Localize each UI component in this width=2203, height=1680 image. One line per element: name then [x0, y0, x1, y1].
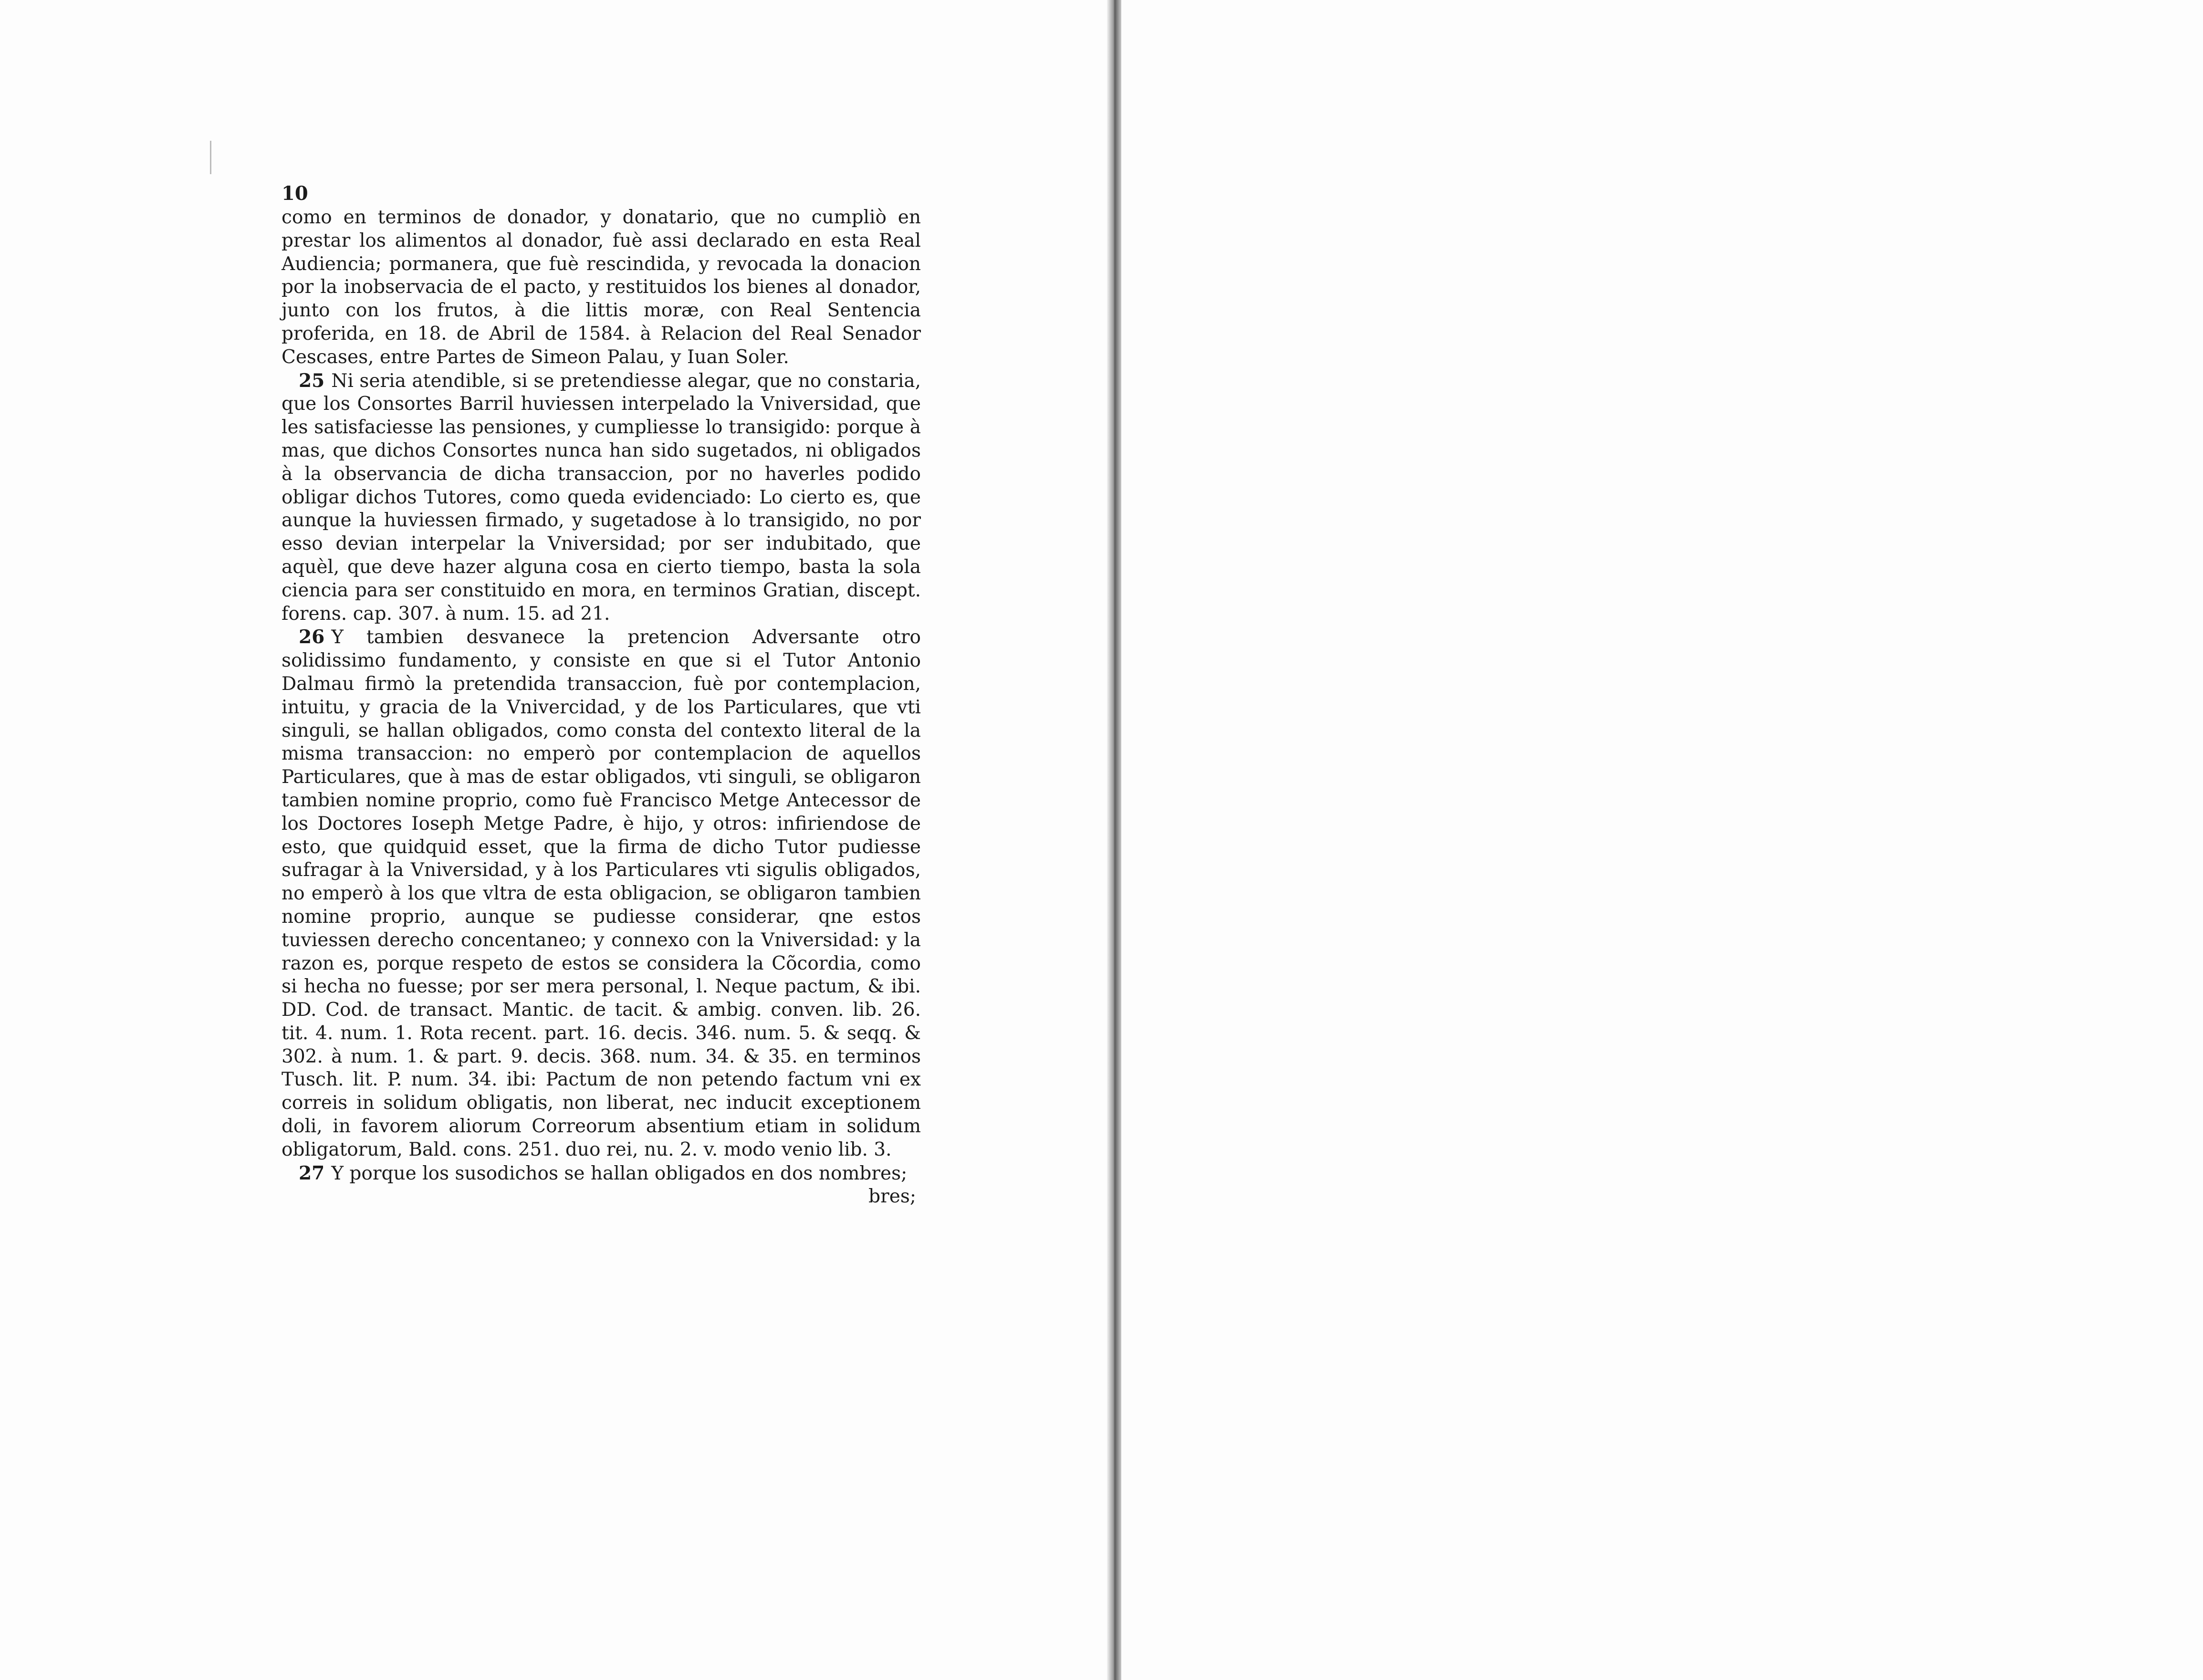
left-page-text — [282, 206, 921, 1209]
paragraph-text: Y tambien desvanece la pretencion Adversante otro solidissimo fundamento, y consiste en que si el Tutor Antonio Dalmau firmò la pretendida transaccion, fuè por contemplacion, intuitu, y gracia de la Vnivercidad, y de los Particulares, que vti singuli, se hallan obligados, como consta del contexto literal de la misma transaccion: no emperò por contemplacion de aquellos Particulares, que à mas de estar obligados, vti singuli, se obligaron tambien nomine proprio, como fuè Francisco Metge Antecessor de los Doctores Ioseph Metge Padre, è hijo, y otros: infiriendose de esto, que quidquid esset, que la firma de dicho Tutor pudiesse sufragar à la Vniversidad, y à los Particulares vti sigulis obligados, no emperò à los que vltra de esta obligacion, se obligaron tambien nomine proprio, aunque se pudiesse considerar, qne estos tuviessen derecho concentaneo; y connexo con la Vniversidad: y la razon es, porque respeto de estos se considera la Cõcordia, como si hecha no fuesse; por ser mera personal, l. Neque pactum, & ibi. DD. Cod. de transact. Mantic. de tacit. & ambig. conven. lib. 26. tit. 4. num. 1. Rota recent. part. 16. decis. 346. num. 5. & seqq. & 302. à num. 1. & part. 9. decis. 368. num. 34. & 35. en terminos Tusch. lit. P. num. 34. ibi: Pactum de non petendo factum vni ex correis in solidum obligatis, non liberat, nec inducit exceptionem doli, in favorem aliorum Correorum absentium etiam in solidum obligatorum, Bald. cons. 251. duo rei, nu. 2. v. modo venio lib. 3. — [282, 626, 921, 1160]
paragraph-text: Y porque los susodichos se hallan obligados en dos nombres; — [331, 1162, 908, 1184]
paragraph-text: como en terminos de donador, y donatario, que no cumpliò en prestar los alimentos al donador, fuè assi declarado en esta Real Audiencia; pormanera, que fuè rescindida, y revocada la donacion por la inobservacia de el pacto, y restituidos los bienes al donador, junto con los frutos, à die littis moræ, con Real Sentencia proferida, en 18. de Abril de 1584. à Relacion del Real Senador Cescases, entre Partes de Simeon Palau, y Iuan Soler. — [282, 207, 921, 368]
book-gutter — [1107, 0, 1121, 1680]
paragraph-continuation — [282, 206, 921, 369]
paragraph-number: 26 — [299, 626, 325, 648]
paragraph-26 — [282, 626, 921, 1161]
page-number-left: 10 — [282, 182, 308, 205]
right-page — [1121, 0, 2203, 1680]
paragraph-25 — [282, 369, 921, 626]
paragraph-number: 27 — [299, 1162, 325, 1184]
paragraph-number: 25 — [299, 369, 325, 392]
paragraph-27 — [282, 1162, 921, 1186]
paragraph-text: Ni seria atendible, si se pretendiesse alegar, que no constaria, que los Consortes Barril huviessen interpelado la Vniversidad, que les satisfaciesse las pensiones, y cumpliesse lo transigido: porque à mas, que dichos Consortes nunca han sido sugetados, ni obligados à la observancia de dicha transaccion, por no haverles podido obligar dichos Tutores, como queda evidenciado: Lo cierto es, que aunque la huviessen firmado, y sugetadose à lo transigido, no por esso devian interpelar la Vniversidad; por ser indubitado, que aquèl, que deve hazer alguna cosa en cierto tiempo, basta la sola ciencia para ser constituido en mora, en terminos Gratian, discept. forens. cap. 307. à num. 15. ad 21. — [282, 370, 921, 625]
catchword: bres; — [868, 1186, 916, 1208]
